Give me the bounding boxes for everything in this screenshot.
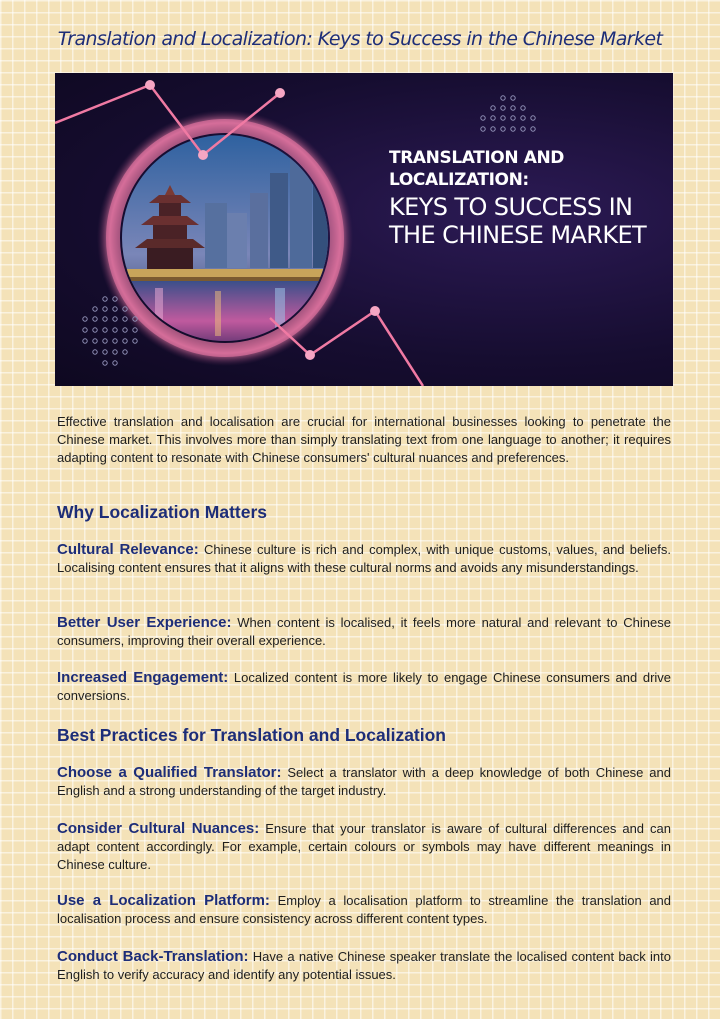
item-text: Select a translator with a deep knowledge of both Chinese and English and a strong understanding of the target industry. [57,765,672,798]
intro-block [57,413,671,467]
item-text: Employ a localisation platform to streamline the translation and localisation process and ensure consistency across different content types. [57,893,672,926]
intro-paragraph: Effective translation and localisation are crucial for international businesses looking to penetrate the Chinese market. This involves more than simply translating text from one language to another; it requires adapting content to resonate with Chinese consumers' cultural nuances and preferences. [57,414,671,465]
item-increased-engagement [57,669,671,705]
section-heading-best-practices: Best Practices for Translation and Localization [57,725,446,745]
item-text: Have a native Chinese speaker translate the localised content back into English to verify accuracy and identify any potential issues. [57,949,671,982]
banner-heading [389,147,659,249]
document-title: Translation and Localization: Keys to Success in the Chinese Market [57,28,663,50]
item-cultural-relevance [57,541,671,577]
item-lead: Consider Cultural Nuances: [57,820,260,837]
banner-heading-bold: TRANSLATION AND LOCALIZATION: [389,148,564,190]
item-back-translation [57,948,671,984]
section-heading-why-localization: Why Localization Matters [57,502,268,522]
item-lead: Better User Experience: [57,614,232,631]
banner-heading-light: KEYS TO SUCCESS IN THE CHINESE MARKET [389,193,647,249]
dot-grid [481,96,535,131]
item-lead: Choose a Qualified Translator: [57,764,282,781]
item-qualified-translator [57,764,671,800]
item-text: Ensure that your translator is aware of cultural differences and can adapt content accordingly. For example, certain colours or symbols may have different meanings in Chinese culture. [57,821,671,872]
item-lead: Use a Localization Platform: [57,892,270,909]
item-localization-platform [57,892,671,928]
item-text: Chinese culture is rich and complex, with unique customs, values, and beliefs. Localising content ensures that it aligns with these cultural norms and avoids any misunderstandings. [57,542,672,575]
item-cultural-nuances [57,820,671,874]
hero-banner [55,73,673,386]
item-lead: Cultural Relevance: [57,541,199,558]
item-lead: Increased Engagement: [57,669,229,686]
item-text: When content is localised, it feels more natural and relevant to Chinese consumers, improving their overall experience. [57,615,671,648]
item-lead: Conduct Back-Translation: [57,948,249,965]
item-better-user-experience [57,614,671,650]
item-text: Localized content is more likely to engage Chinese consumers and drive conversions. [57,670,672,703]
